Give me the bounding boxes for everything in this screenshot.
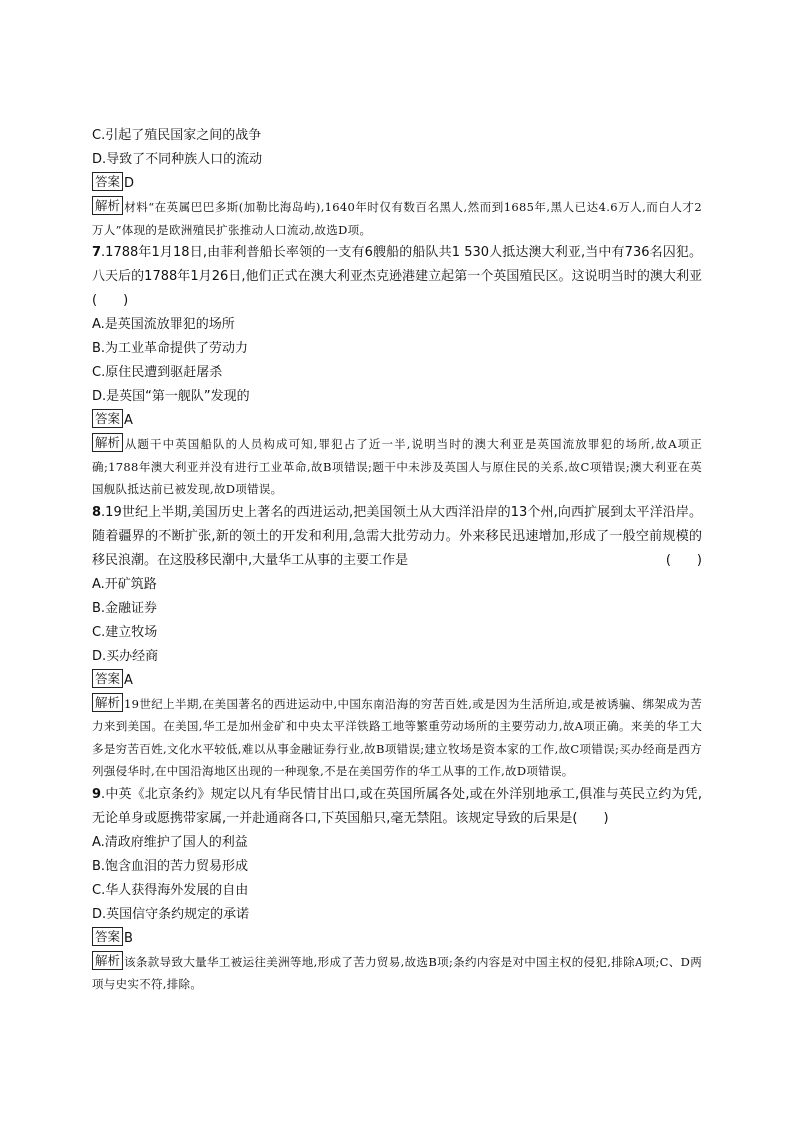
q7-answer — [92, 409, 702, 433]
q7-option-d[interactable]: D.是英国“第一舰队”发现的 — [92, 389, 250, 404]
explanation-text: 19世纪上半期,在美国著名的西进运动中,中国东南沿海的穷苦百姓,或是因为生活所迫,或是被诱骗、绑架成为苦力来到美国。在美国,华工是加州金矿和中央太平洋铁路工地等繁重劳动场所的主要劳动力,故A项正确。来美的华工大多是穷苦百姓,文化水平较低,难以从事金融证券行业,故B项错误;建立牧场是资本家的工作,故C项错误;买办经商是西方列强侵华时,在中国沿海地区出现的一种现象,不是在美国劳作的华工从事的工作,故D项错误。 — [92, 696, 702, 778]
question-number: 9 — [92, 786, 102, 802]
q9-option-b[interactable]: B.饱含血泪的苦力贸易形成 — [92, 858, 249, 874]
q8-answer — [92, 669, 702, 693]
explanation-tag: 解析 — [92, 196, 123, 215]
q8-stem — [92, 501, 702, 573]
q6-option-c[interactable]: C.引起了殖民国家之间的战争 — [92, 128, 262, 143]
q6-answer — [92, 172, 702, 196]
answer-tag: 答案 — [92, 669, 123, 688]
question-number: 8 — [92, 504, 102, 520]
q9-explanation — [92, 951, 702, 996]
explanation-text: 从题干中英国船队的人员构成可知,罪犯占了近一半,说明当时的澳大利亚是英国流放罪犯的场所,故A项正确;1788年澳大利亚并没有进行工业革命,故B项错误;题干中未涉及英国人与原住民的关系,故C项错误;澳大利亚在英国舰队抵达前已被发现,故D项错误。 — [92, 437, 702, 496]
explanation-tag: 解析 — [92, 951, 123, 970]
q9-option-a[interactable]: A.清政府维护了国人的利益 — [92, 834, 248, 850]
question-number: 7 — [92, 245, 102, 260]
q9-answer — [92, 927, 702, 951]
explanation-text: 该条款导致大量华工被运往美洲等地,形成了苦力贸易,故选B项;条约内容是对中国主权的侵犯,排除A项;C、D两项与史实不符,排除。 — [92, 954, 702, 991]
q9-stem — [92, 783, 702, 831]
q7-option-c[interactable]: C.原住民遭到驱赶屠杀 — [92, 365, 223, 380]
answer-tag: 答案 — [92, 927, 123, 946]
q8-option-a[interactable]: A.开矿筑路 — [92, 576, 157, 592]
q8-option-b[interactable]: B.金融证券 — [92, 600, 158, 616]
q8-option-d[interactable]: D.买办经商 — [92, 648, 159, 664]
question-text: .1788年1月18日,由菲利普船长率领的一支有6艘船的船队共1 530人抵达澳大利亚,当中有736名囚犯。八天后的1788年1月26日,他们正式在澳大利亚杰克逊港建立起第一个英国殖民区。这说明当时的澳大利亚( ) — [92, 245, 702, 308]
answer-value: A — [124, 413, 133, 428]
answer-value: A — [124, 672, 133, 688]
answer-tag: 答案 — [92, 409, 123, 428]
q7-explanation — [92, 433, 702, 501]
q6-option-d[interactable]: D.导致了不同种族人口的流动 — [92, 152, 263, 167]
q7-option-b[interactable]: B.为工业革命提供了劳动力 — [92, 341, 249, 356]
q7-option-a[interactable]: A.是英国流放罪犯的场所 — [92, 317, 235, 332]
question-text: .19世纪上半期,美国历史上著名的西进运动,把美国领土从大西洋沿岸的13个州,向西扩展到太平洋沿岸。随着疆界的不断扩张,新的领土的开发和利用,急需大批劳动力。外来移民迅速增加,形成了一般空前规模的移民浪潮。在这股移民潮中,大量华工从事的主要工作是 — [92, 504, 702, 568]
q9-option-c[interactable]: C.华人获得海外发展的自由 — [92, 882, 249, 898]
answer-value: D — [124, 176, 135, 191]
q6-explanation — [92, 196, 702, 241]
q8-option-c[interactable]: C.建立牧场 — [92, 624, 158, 640]
explanation-text: 材料“在英属巴巴多斯(加勒比海岛屿),1640年时仅有数百名黑人,然而到1685年,黑人已达4.6万人,而白人才2万人”体现的是欧洲殖民扩张推动人口流动,故选D项。 — [92, 200, 702, 237]
explanation-tag: 解析 — [92, 433, 123, 452]
q8-explanation — [92, 693, 702, 783]
q7-stem — [92, 241, 702, 313]
q9-option-d[interactable]: D.英国信守条约规定的承诺 — [92, 906, 250, 922]
answer-parentheses: ( ) — [665, 552, 702, 568]
answer-tag: 答案 — [92, 172, 123, 191]
question-text: .中英《北京条约》规定以凡有华民情甘出口,或在英国所属各处,或在外洋别地承工,俱准与英民立约为凭,无论单身或愿携带家属,一并赴通商各口,下英国船只,毫无禁阻。该规定导致的后果是( ) — [92, 786, 702, 826]
explanation-tag: 解析 — [92, 693, 123, 712]
answer-value: B — [124, 930, 133, 946]
